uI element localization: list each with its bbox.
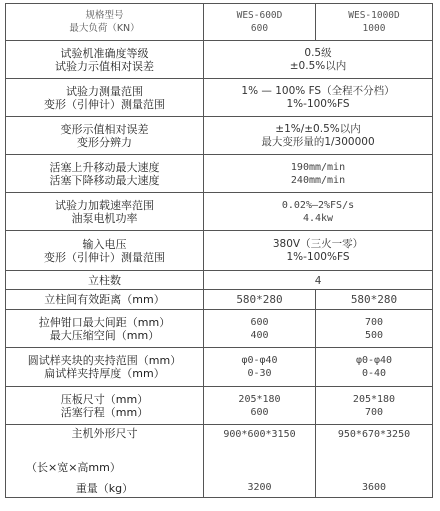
columns-value: 4 bbox=[204, 271, 433, 290]
flat-clamp-a: 0-30 bbox=[247, 368, 272, 379]
round-clamp-b: φ0-φ40 bbox=[355, 355, 393, 366]
model-b-load: 1000 bbox=[362, 23, 386, 34]
platen-size-a: 205*180 bbox=[238, 393, 281, 405]
row-label bbox=[6, 79, 204, 117]
table-row bbox=[6, 79, 433, 117]
row-label bbox=[6, 155, 204, 193]
force-range-label: 试验力测量范围 bbox=[66, 84, 143, 98]
input-voltage-label: 输入电压 bbox=[82, 237, 127, 251]
row-label bbox=[6, 41, 204, 79]
spec-model-label: 规格型号 bbox=[85, 10, 124, 21]
deform-range-label: 变形（引伸计）测量范围 bbox=[44, 97, 165, 111]
row-label bbox=[6, 193, 204, 231]
row-value bbox=[204, 193, 433, 231]
deform-error-value: ±1%/±0.5%以内 bbox=[275, 122, 361, 135]
weight-a: 3200 bbox=[247, 482, 272, 493]
input-voltage-value: 380V（三火一零） bbox=[272, 237, 364, 250]
deform-range2-value: 1%-100%FS bbox=[286, 250, 350, 263]
row-value-a bbox=[204, 310, 316, 348]
compress-space-label: 最大压缩空间（mm） bbox=[49, 328, 160, 342]
deform-resolution-label: 变形分辨力 bbox=[77, 135, 132, 149]
piston-stroke-label: 活塞行程（mm） bbox=[60, 405, 149, 419]
header-model-a bbox=[204, 4, 316, 41]
piston-stroke-a: 600 bbox=[250, 406, 269, 418]
compress-space-a: 400 bbox=[250, 329, 269, 341]
piston-down-label: 活塞下降移动最大速度 bbox=[49, 173, 160, 187]
row-value-a bbox=[204, 348, 316, 387]
row-value bbox=[204, 79, 433, 117]
tensile-space-label: 拉伸钳口最大间距（mm） bbox=[38, 315, 171, 329]
round-clamp-label: 圆试样夹块的夹持范围（mm） bbox=[27, 354, 182, 367]
row-value bbox=[204, 117, 433, 155]
force-range-value: 1% — 100% FS（全程不分档） bbox=[241, 84, 395, 97]
model-a-name: WES-600D bbox=[236, 10, 283, 21]
column-spacing-a: 580*280 bbox=[204, 290, 316, 310]
piston-up-value: 190mm/min bbox=[290, 161, 346, 173]
deform-range2-label: 变形（引伸计）测量范围 bbox=[44, 250, 165, 264]
row-value-a bbox=[204, 387, 316, 425]
force-error-label: 试验力示值相对误差 bbox=[55, 59, 154, 73]
flat-clamp-b: 0-40 bbox=[361, 368, 387, 379]
deform-range-value: 1%-100%FS bbox=[286, 97, 350, 110]
column-spacing-b: 580*280 bbox=[316, 290, 433, 310]
weight-label: 重量（kg） bbox=[75, 482, 134, 495]
platen-size-b: 205*180 bbox=[352, 393, 396, 405]
piston-up-label: 活塞上升移动最大速度 bbox=[49, 160, 160, 174]
row-value bbox=[204, 155, 433, 193]
accuracy-grade-label: 试验机准确度等级 bbox=[60, 46, 149, 60]
header-model-b bbox=[316, 4, 433, 41]
row-label bbox=[6, 348, 204, 387]
weight-b: 3600 bbox=[361, 482, 387, 493]
tensile-space-a: 600 bbox=[250, 316, 269, 328]
table-row bbox=[6, 155, 433, 193]
host-dims-b: 950*670*3250 bbox=[337, 429, 411, 440]
table-row bbox=[6, 290, 433, 310]
flat-clamp-label: 扁试样夹持厚度（mm） bbox=[44, 367, 165, 380]
row-value-a bbox=[204, 425, 316, 498]
deform-resolution-value: 最大变形量的1/300000 bbox=[261, 135, 375, 148]
loading-rate-value: 0.02%—2%FS/s bbox=[281, 199, 355, 211]
platen-size-label: 压板尺寸（mm） bbox=[60, 392, 149, 406]
host-dims-a: 900*600*3150 bbox=[223, 429, 296, 440]
columns-label: 立柱数 bbox=[6, 271, 204, 290]
row-label bbox=[6, 117, 204, 155]
pump-power-label: 油泵电机功率 bbox=[71, 211, 138, 225]
table-row bbox=[6, 387, 433, 425]
row-label bbox=[6, 231, 204, 271]
piston-stroke-b: 700 bbox=[364, 406, 384, 418]
piston-down-value: 240mm/min bbox=[290, 174, 346, 186]
row-value bbox=[204, 41, 433, 79]
row-label bbox=[6, 310, 204, 348]
round-clamp-a: φ0-φ40 bbox=[241, 355, 278, 366]
table-row bbox=[6, 348, 433, 387]
row-value-b bbox=[316, 310, 433, 348]
table-row bbox=[6, 271, 433, 290]
header-row bbox=[6, 4, 433, 41]
row-value bbox=[204, 231, 433, 271]
host-dims-label: 主机外形尺寸 bbox=[71, 427, 138, 440]
pump-power-value: 4.4kw bbox=[302, 212, 334, 224]
table-row bbox=[6, 425, 433, 498]
row-value-b bbox=[316, 387, 433, 425]
host-dims-sub-label: （长×宽×高mm） bbox=[26, 461, 121, 474]
spec-table bbox=[5, 3, 433, 498]
table-row bbox=[6, 193, 433, 231]
compress-space-b: 500 bbox=[364, 329, 384, 341]
loading-rate-label: 试验力加载速率范围 bbox=[55, 198, 154, 212]
tensile-space-b: 700 bbox=[364, 316, 384, 328]
column-spacing-label: 立柱间有效距离（mm） bbox=[6, 290, 204, 310]
table-row bbox=[6, 41, 433, 79]
row-value-b bbox=[316, 348, 433, 387]
table-row bbox=[6, 231, 433, 271]
row-value-b bbox=[316, 425, 433, 498]
model-b-name: WES-1000D bbox=[348, 10, 400, 21]
table-row bbox=[6, 117, 433, 155]
row-label bbox=[6, 425, 204, 498]
accuracy-grade-value: 0.5级 bbox=[304, 46, 332, 59]
max-load-label: 最大负荷（KN） bbox=[69, 23, 140, 34]
table-row bbox=[6, 310, 433, 348]
header-labels bbox=[6, 4, 204, 41]
model-a-load: 600 bbox=[250, 23, 269, 34]
deform-error-label: 变形示值相对误差 bbox=[60, 122, 149, 136]
row-label bbox=[6, 387, 204, 425]
force-error-value: ±0.5%以内 bbox=[289, 59, 347, 72]
